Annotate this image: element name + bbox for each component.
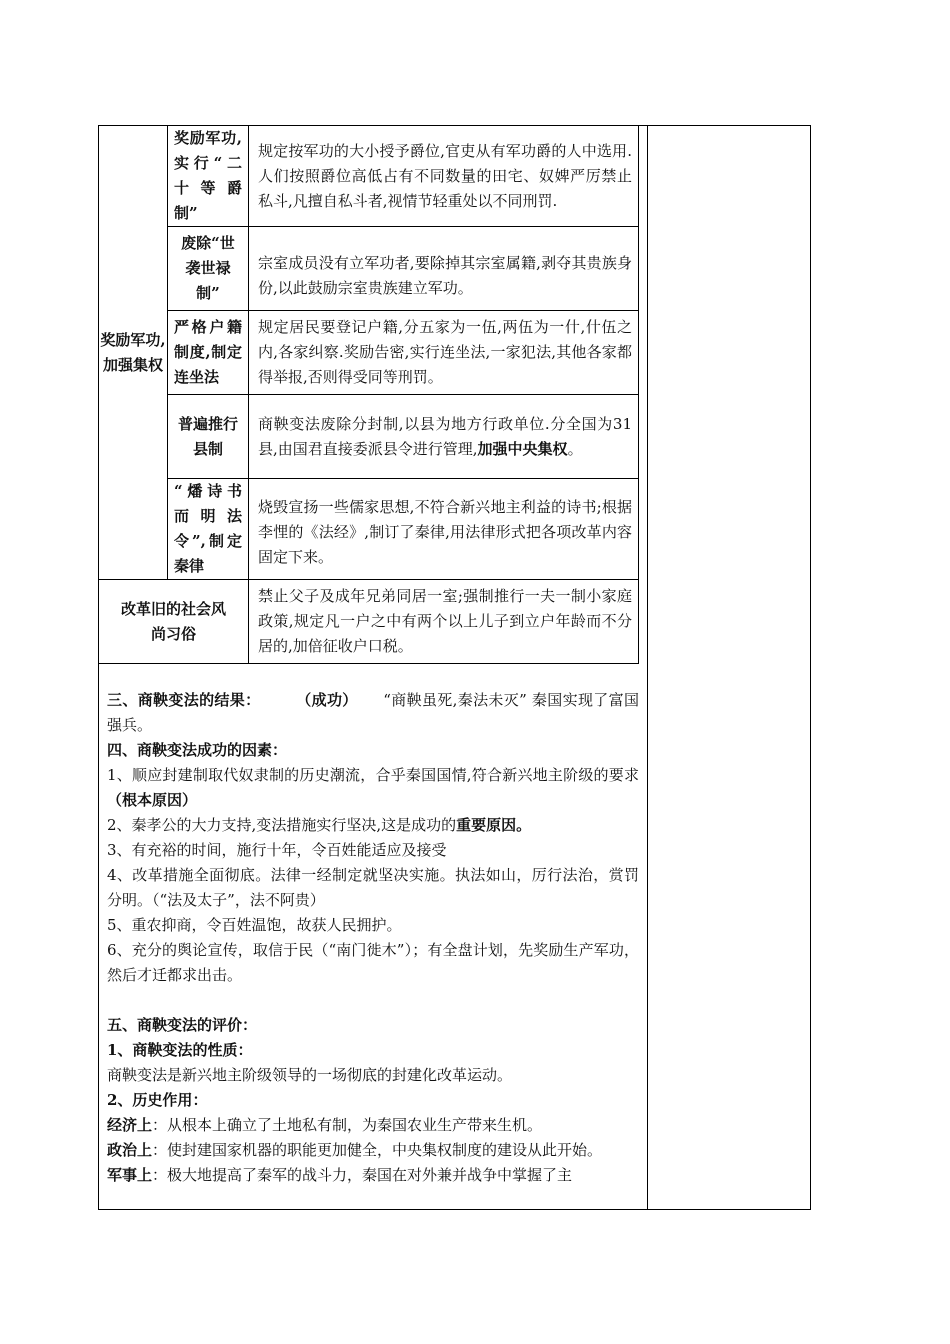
role-heading: 2、历史作用： — [107, 1091, 208, 1109]
reform-measures-table — [99, 126, 639, 664]
factor-1-emphasis: （根本原因） — [107, 791, 198, 809]
economic-role — [107, 1113, 639, 1138]
military-text: ：极大地提高了秦军的战斗力，秦国在对外兼并战争中掌握了主 — [152, 1166, 573, 1184]
result-heading: 三、商鞅变法的结果： — [107, 691, 261, 709]
factor-4: 4、改革措施全面彻底。法律一经制定就坚决实施。执法如山，厉行法治，赏罚分明。（“法及太子”，法不阿贵） — [107, 866, 639, 909]
economic-text: ：从根本上确立了土地私有制，为秦国农业生产带来生机。 — [152, 1116, 543, 1134]
political-text: ：使封建国家机器的职能更加健全，中央集权制度的建设从此开始。 — [152, 1141, 603, 1159]
evaluation-heading: 五、商鞅变法的评价： — [107, 1016, 258, 1034]
measure-title: 严格户籍制度,制定连坐法 — [168, 311, 249, 395]
lower-text-block — [107, 688, 639, 1188]
measure-desc-emphasis: 加强中央集权 — [477, 439, 568, 458]
factor-6: 6、充分的舆论宣传，取信于民（“南门徙木”）；有全盘计划，先奖励生产军功，然后才迁都求出击。 — [107, 941, 639, 984]
factor-1 — [107, 763, 639, 813]
measure-title: 废除“世袭世禄制” — [168, 227, 249, 311]
political-role — [107, 1138, 639, 1163]
measure-desc: 烧毁宣扬一些儒家思想,不符合新兴地主利益的诗书;根据李悝的《法经》,制订了秦律,用法律形式把各项改革内容固定下来。 — [249, 479, 639, 580]
result-label: （成功） — [296, 691, 358, 709]
measure-desc-end: 。 — [567, 439, 583, 458]
result-paragraph — [107, 688, 639, 738]
measure-desc: 规定居民要登记户籍,分五家为一伍,两伍为一什,什伍之内,各家纠察.奖励告密,实行连坐法,一家犯法,其他各家都得举报,否则得受同等刑罚。 — [249, 311, 639, 395]
factor-2-text: 2、秦孝公的大力支持,变法措施实行坚决,这是成功的 — [107, 816, 457, 834]
factor-3: 3、有充裕的时间，施行十年，令百姓能适应及接受 — [107, 841, 447, 859]
measure-desc: 规定按军功的大小授予爵位,官吏从有军功爵的人中选用.人们按照爵位高低占有不同数量的田宅、奴婢严厉禁止私斗,凡擅自私斗者,视情节轻重处以不同刑罚. — [249, 126, 639, 227]
spacer — [107, 988, 639, 1013]
factors-heading: 四、商鞅变法成功的因素： — [107, 741, 288, 759]
measure-desc: 宗室成员没有立军功者,要除掉其宗室属籍,剥夺其贵族身份,以此鼓励宗室贵族建立军功。 — [249, 227, 639, 311]
economic-label: 经济上 — [107, 1116, 153, 1134]
nature-heading: 1、商鞅变法的性质： — [107, 1041, 253, 1059]
custom-desc: 禁止父子及成年兄弟同居一室;强制推行一夫一制小家庭政策,规定凡一户之中有两个以上儿子到立户年龄而不分居的,加倍征收户口税。 — [249, 580, 639, 664]
measure-title: “燔诗书而明法令”,制定秦律 — [168, 479, 249, 580]
military-role — [107, 1163, 639, 1188]
measure-title: 普遍推行县制 — [168, 395, 249, 479]
measure-desc-text: 商鞅变法废除分封制,以县为地方行政单位.分全国为31县,由国君直接委派县令进行管理, — [258, 414, 632, 458]
nature-text: 商鞅变法是新兴地主阶级领导的一场彻底的封建化改革运动。 — [107, 1066, 513, 1084]
column-divider — [647, 126, 648, 1209]
military-label: 军事上 — [107, 1166, 153, 1184]
factor-2-emphasis: 重要原因。 — [456, 816, 532, 834]
result-text: “商鞅虽死,秦法未灭” 秦国实现了富国强兵。 — [107, 691, 639, 734]
page-frame-table — [98, 125, 811, 1210]
factor-2 — [107, 813, 639, 838]
political-label: 政治上 — [107, 1141, 153, 1159]
measure-desc — [249, 395, 639, 479]
factor-5: 5、重农抑商，令百姓温饱，故获人民拥护。 — [107, 916, 402, 934]
custom-title: 改革旧的社会风尚习俗 — [99, 580, 249, 664]
measure-title: 奖励军功,实行“二十等爵制” — [168, 126, 249, 227]
category-cell: 奖励军功,加强集权 — [99, 126, 168, 580]
factor-1-text: 1、顺应封建制取代奴隶制的历史潮流，合乎秦国国情,符合新兴地主阶级的要求 — [107, 766, 639, 784]
